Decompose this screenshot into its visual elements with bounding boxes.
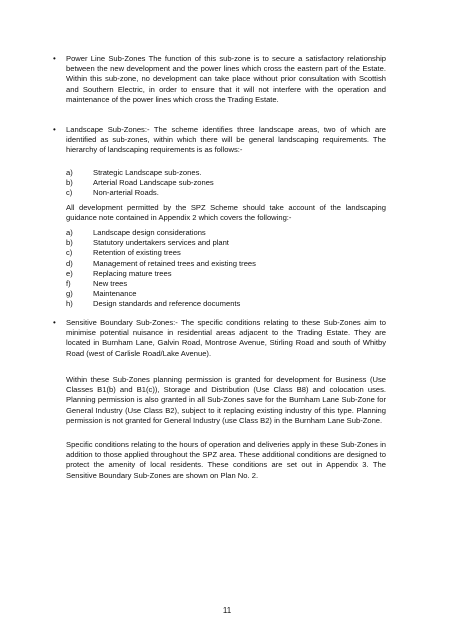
sensitive-boundary-section	[53, 318, 386, 359]
list-item	[66, 289, 386, 299]
landscape-hierarchy-list	[66, 168, 386, 199]
landscape-guidance-block	[66, 203, 386, 223]
sensitive-boundary-paragraph: Sensitive Boundary Sub-Zones:- The specific conditions relating to these Sub-Zones aim to minimise potential nuisance in residential areas adjacent to the Trading Estate. They are located in Burnham Lane, Galvin Road, Montrose Avenue, Stirling Road and south of Whitby Road (west of Carlisle Road/Lake Avenue).	[66, 318, 386, 358]
landscape-intro-paragraph: Landscape Sub-Zones:- The scheme identifies three landscape areas, two of which are identified as sub-zones, within which there will be general landscaping requirements. The hierarchy of landscaping requirements is as follows:-	[66, 125, 386, 155]
landscape-section	[53, 125, 386, 156]
list-item-label: a)	[66, 228, 73, 237]
landscape-guidance-paragraph: All development permitted by the SPZ Scheme should take account of the landscaping guidance note contained in Appendix 2 which covers the following:-	[66, 203, 386, 223]
page-number: 11	[222, 606, 232, 615]
landscape-guidance-list	[66, 228, 386, 310]
planning-permission-paragraph: Within these Sub-Zones planning permission is granted for development for Business (Use Classes B1(b) and B1(c)), Storage and Distribution (Use Class B8) and colocation uses. Planning permission is also granted in all Sub-Zones save for the Burnham Lane Sub-Zone for General Industry (Use Class B2), subject to it replacing existing industry of this type. Planning permission is not granted for General Industry (use Class B2) in the Burnham Lane Sub-Zone.	[66, 375, 386, 425]
list-item	[66, 259, 386, 269]
list-item	[66, 228, 386, 238]
list-item-text: Landscape design considerations	[93, 228, 206, 237]
list-item	[66, 188, 386, 198]
list-item-label: b)	[66, 238, 73, 248]
bullet-marker: •	[53, 125, 56, 134]
list-item-label: a)	[66, 168, 73, 177]
power-line-section	[53, 54, 386, 105]
list-item-label: g)	[66, 289, 73, 299]
specific-conditions-paragraph: Specific conditions relating to the hours of operation and deliveries apply in these Sub-Zones in addition to those applied throughout the SPZ area. These additional conditions are designed to protect the amenity of local residents. These conditions are set out in Appendix 3. The Sensitive Boundary Sub-Zones are shown on Plan No. 2.	[66, 440, 386, 480]
list-item-label: d)	[66, 258, 73, 268]
list-item-label: c)	[66, 248, 73, 258]
list-item-label: f)	[66, 279, 71, 289]
list-item-label: e)	[66, 268, 73, 278]
list-item-text: Maintenance	[93, 289, 137, 299]
power-line-paragraph: Power Line Sub-Zones The function of this sub-zone is to secure a satisfactory relationship between the new development and the power lines which cross the eastern part of the Estate. Within this sub-zone, no development can take place without prior consultation with Scottish and Southern Electric, in order to ensure that it will not interfere with the operation and maintenance of the power lines which cross the Trading Estate.	[66, 54, 386, 104]
list-item	[66, 248, 386, 258]
list-item	[66, 279, 386, 289]
list-item-text: Retention of existing trees	[93, 248, 181, 258]
list-item-text: Replacing mature trees	[93, 268, 172, 278]
specific-conditions-block	[66, 440, 386, 481]
bullet-marker: •	[53, 318, 56, 327]
list-item-text: Strategic Landscape sub-zones.	[93, 168, 202, 177]
list-item-text: New trees	[93, 279, 128, 289]
bullet-marker: •	[53, 54, 56, 63]
list-item-text: Statutory undertakers services and plant	[93, 238, 229, 248]
list-item-text: Arterial Road Landscape sub-zones	[93, 178, 214, 188]
list-item-text: Management of retained trees and existing trees	[93, 258, 256, 268]
list-item	[66, 238, 386, 248]
list-item-text: Design standards and reference documents	[93, 299, 241, 309]
list-item	[66, 168, 386, 178]
list-item-label: c)	[66, 188, 73, 198]
list-item-label: h)	[66, 299, 73, 309]
list-item	[66, 299, 386, 309]
list-item-text: Non-arterial Roads.	[93, 188, 159, 198]
list-item	[66, 178, 386, 188]
list-item	[66, 269, 386, 279]
list-item-label: b)	[66, 178, 73, 188]
planning-permission-block	[66, 375, 386, 426]
